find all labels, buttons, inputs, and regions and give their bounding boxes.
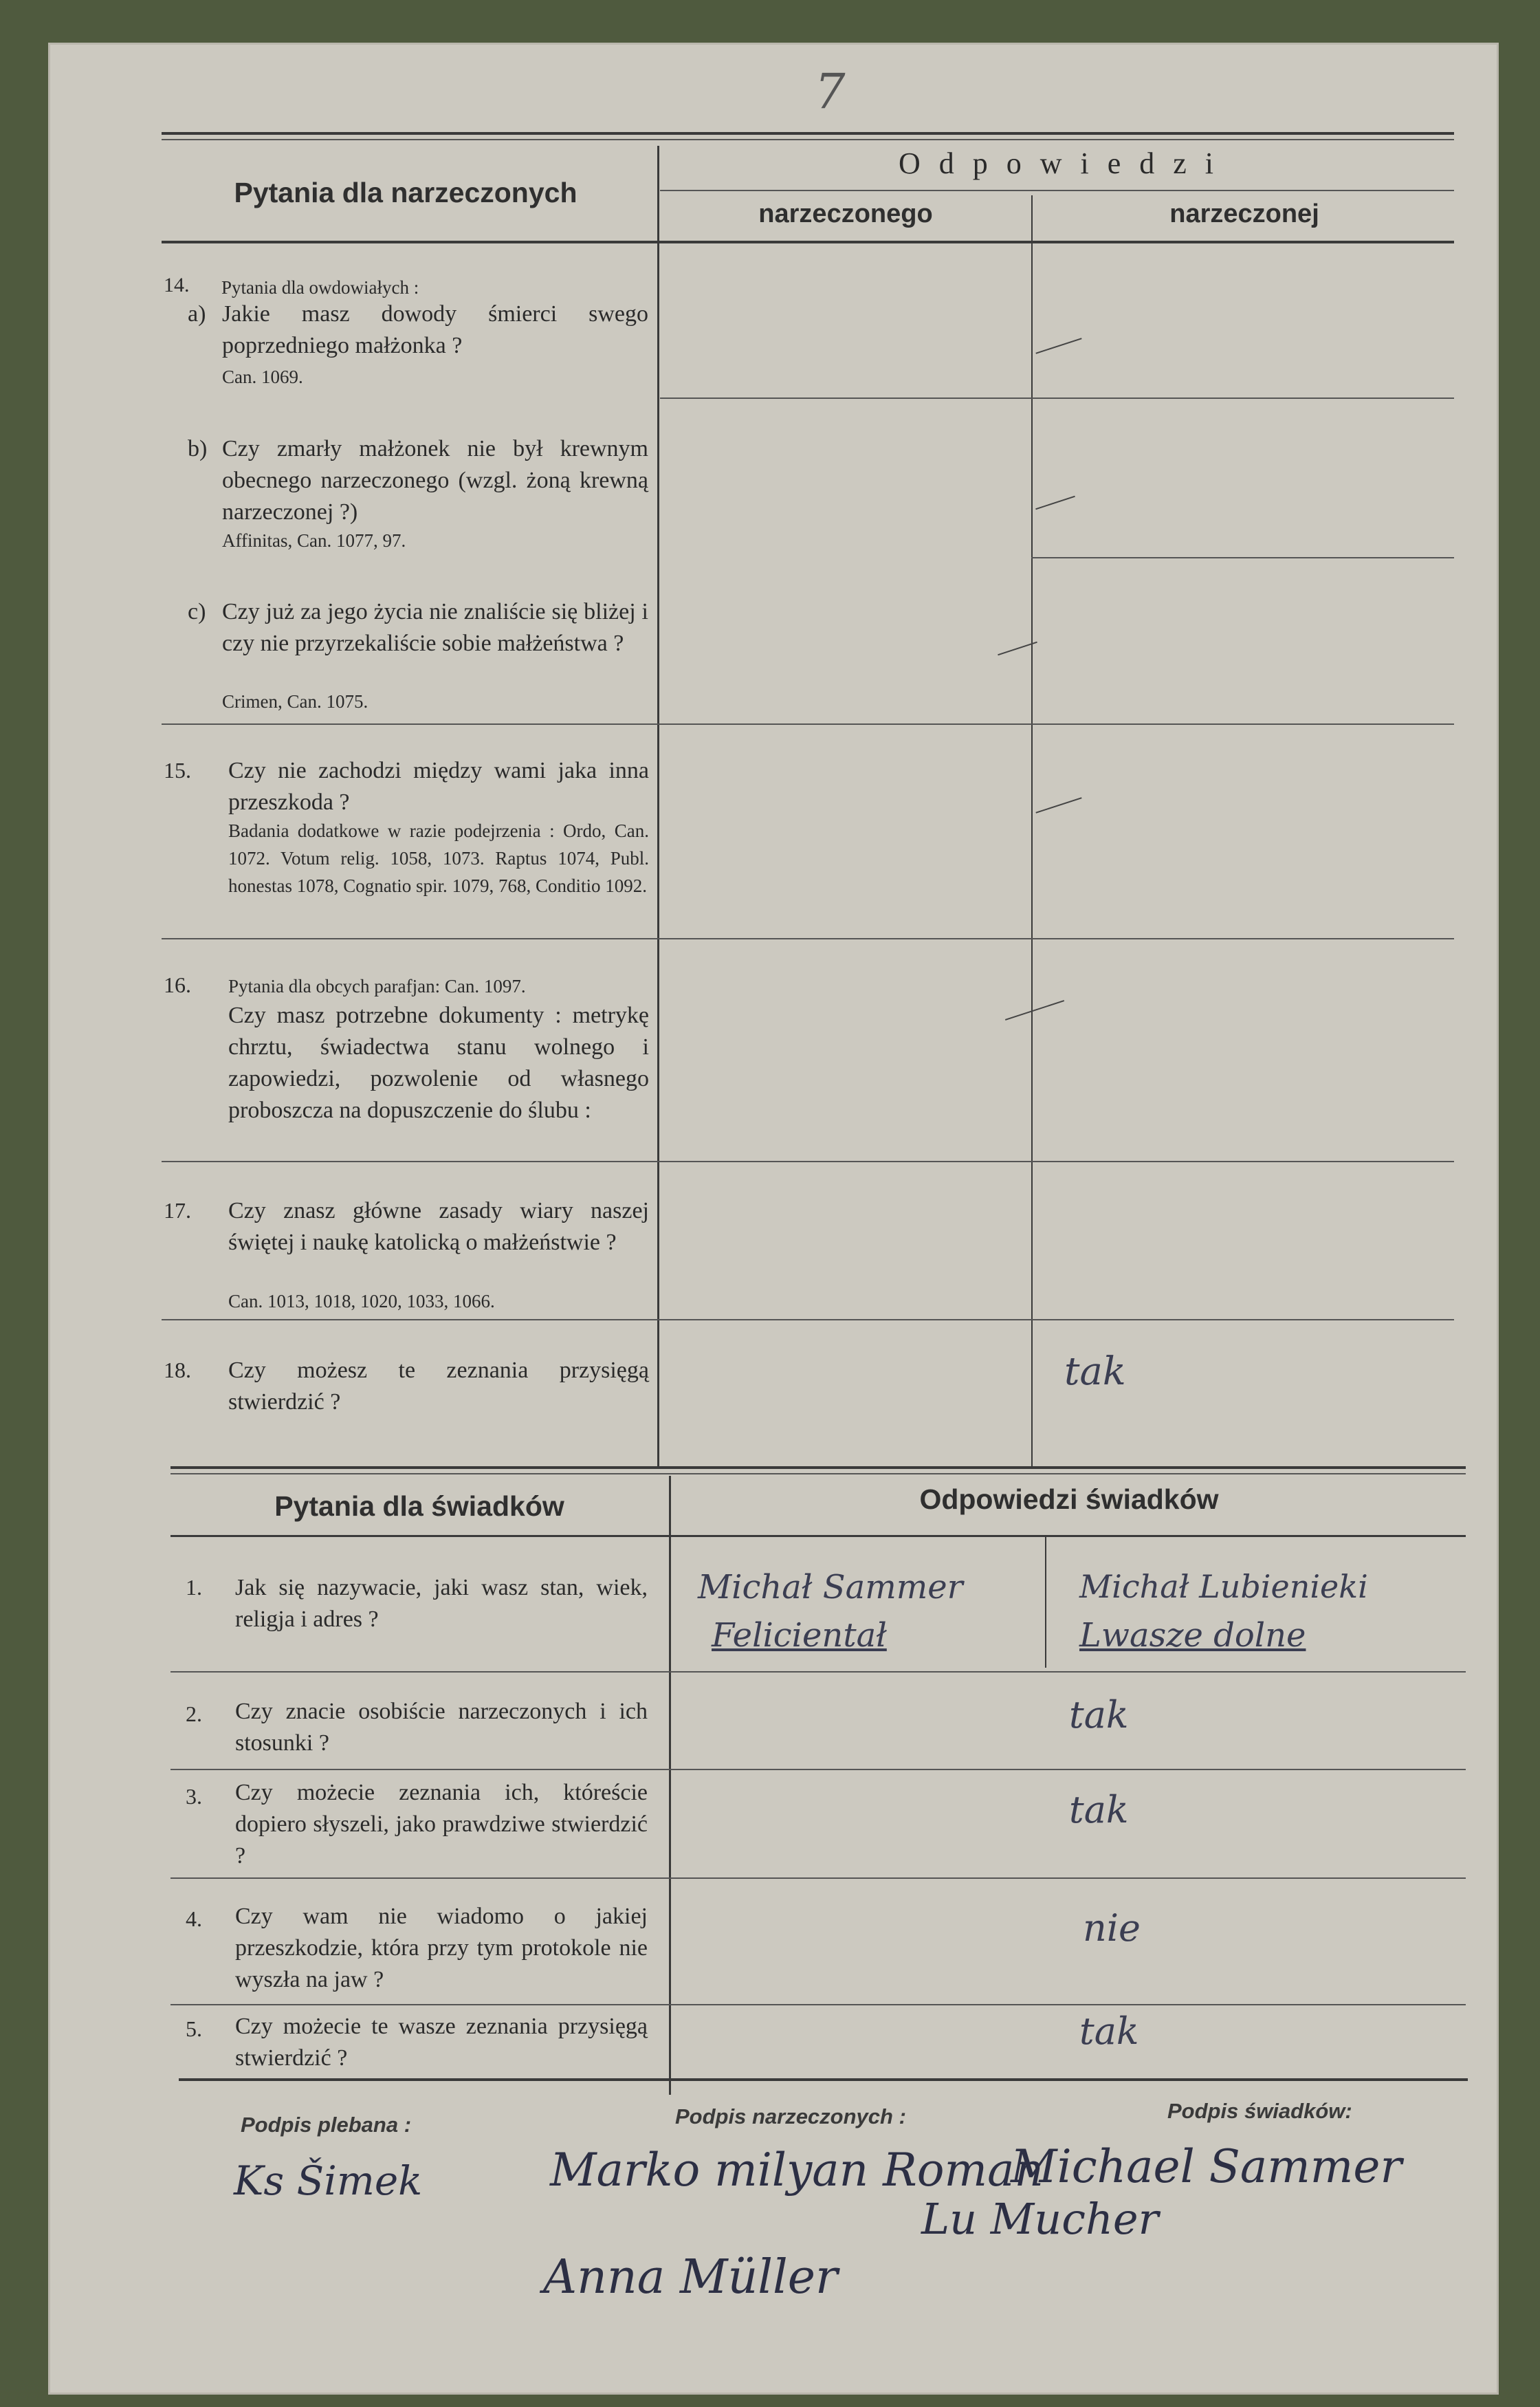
q17-text: Czy znasz główne zasady wiary naszej świętej i naukę katolicką o małżeństwie ? <box>228 1198 649 1255</box>
q14a-text: Jakie masz dowody śmierci swego poprzedniego małżonka ? <box>222 301 648 358</box>
q15-bottom-rule <box>162 938 1454 939</box>
q14c-label: c) <box>188 599 206 624</box>
q18-number: 18. <box>164 1358 191 1382</box>
w2-text: Czy znacie osobiście narzeczonych i ich stosunki ? <box>235 1699 648 1756</box>
q14a-row-rule <box>660 397 1454 399</box>
w4-bottom-rule <box>170 2004 1466 2005</box>
pastor-signature: Ks Šimek <box>234 2157 423 2204</box>
w2-bottom-rule <box>170 1769 1466 1770</box>
q14-number: 14. <box>164 274 190 296</box>
pastor-signature-label: Podpis plebana : <box>241 2113 412 2137</box>
q14b-text: Czy zmarły małżonek nie był krewnym obecnego narzeczonego (wzgl. żoną krewną narzeczonej ?) <box>222 436 648 525</box>
q17-number: 17. <box>164 1198 191 1223</box>
w4-answer: nie <box>1083 1906 1141 1950</box>
w1-bottom-rule <box>170 1671 1466 1673</box>
w5-answer: tak <box>1079 2010 1139 2053</box>
w1-answer-left-line1: Michał Sammer <box>698 1568 963 1607</box>
w3-number: 3. <box>186 1784 202 1809</box>
q16-intro: Pytania dla obcych parafjan: Can. 1097. <box>228 976 526 996</box>
q14-intro: Pytania dla owdowiałych : <box>221 277 419 298</box>
q14b-label: b) <box>188 436 208 461</box>
q14b-answer-dash <box>1035 496 1075 510</box>
w5-text: Czy możecie te wasze zeznania przysięgą stwierdzić ? <box>235 2014 648 2071</box>
q16-answer-dash <box>1005 1000 1064 1021</box>
w3-bottom-rule <box>170 1877 1466 1879</box>
q14-bottom-rule <box>162 723 1454 725</box>
w1-text: Jak się nazywacie, jaki wasz stan, wiek, religja i adres ? <box>235 1575 648 1632</box>
top-rule <box>162 132 1454 135</box>
q14c-text: Czy już za jego życia nie znaliście się bliżej i czy nie przyrzekaliście sobie małżeństwa ? <box>222 599 648 656</box>
witness-bottom-rule <box>179 2078 1468 2081</box>
w4-text: Czy wam nie wiadomo o jakiej przeszkodzie, która przy tym protokole nie wyszła na jaw ? <box>235 1904 648 1992</box>
answers-header-rule <box>660 190 1454 191</box>
witness-signature-1: Michael Sammer <box>1011 2140 1402 2193</box>
q15-ref: Badania dodatkowe w razie podejrzenia : Ordo, Can. 1072. Votum relig. 1058, 1073. Raptus 1074, Publ. honestas 1078, Cognatio spir. 1079, 768, Conditio 1092. <box>228 820 649 896</box>
w3-text: Czy możecie zeznania ich, któreście dopiero słyszeli, jako prawdziwe stwierdzić ? <box>235 1780 648 1869</box>
groom-column-header: narzeczonego <box>758 199 933 228</box>
q14a-label: a) <box>188 301 206 327</box>
q15-text: Czy nie zachodzi między wami jaka inna przeszkoda ? <box>228 758 649 815</box>
w1-answer-right-line1: Michał Lubienieki <box>1079 1568 1368 1605</box>
top-rule-thin <box>162 139 1454 140</box>
q17-ref: Can. 1013, 1018, 1020, 1033, 1066. <box>228 1291 495 1311</box>
q18-text: Czy możesz te zeznania przysięgą stwierdzić ? <box>228 1358 649 1415</box>
witness-questions-header: Pytania dla świadków <box>274 1490 564 1522</box>
witness-top-rule-thin <box>170 1473 1466 1474</box>
q18-answer: tak <box>1064 1349 1126 1394</box>
document-sheet <box>48 43 1499 2395</box>
column-divider-main <box>657 146 659 1466</box>
couple-signature-1: Marko milyan Roman <box>550 2144 1044 2197</box>
q17-bottom-rule <box>162 1319 1454 1320</box>
q14a-ref: Can. 1069. <box>222 367 303 387</box>
witness-signature-label: Podpis świadków: <box>1167 2099 1352 2123</box>
couple-signature-label: Podpis narzeczonych : <box>675 2104 906 2128</box>
q15-answer-dash <box>1035 797 1081 814</box>
w5-number: 5. <box>186 2016 202 2041</box>
witness-answer-split <box>1045 1537 1046 1668</box>
page-mark: 7 <box>815 63 846 120</box>
column-divider-bride <box>1031 195 1033 1466</box>
witness-column-divider <box>669 1476 671 2095</box>
q14b-ref: Affinitas, Can. 1077, 97. <box>222 530 406 551</box>
q16-text: Czy masz potrzebne dokumenty : metrykę chrztu, świadectwa stanu wolnego i zapowiedzi, pozwolenie od własnego proboszcza na dopuszczenie do ślubu : <box>228 1003 649 1123</box>
q14b-row-rule <box>1031 557 1454 558</box>
w2-number: 2. <box>186 1701 202 1726</box>
witness-top-rule <box>170 1466 1466 1469</box>
witness-answers-header: Odpowiedzi świadków <box>919 1483 1219 1515</box>
answers-header: O d p o w i e d z i <box>898 146 1220 180</box>
w4-number: 4. <box>186 1906 202 1931</box>
witness-header-rule <box>170 1535 1466 1537</box>
w1-answer-right-line2: Lwasze dolne <box>1079 1616 1306 1655</box>
couple-questions-header: Pytania dla narzeczonych <box>234 177 578 208</box>
couple-signature-2: Anna Müller <box>543 2250 838 2305</box>
couple-header-rule <box>162 241 1454 243</box>
w2-answer: tak <box>1069 1693 1129 1736</box>
q16-bottom-rule <box>162 1161 1454 1162</box>
q15-number: 15. <box>164 758 191 783</box>
w1-number: 1. <box>186 1575 202 1600</box>
bride-column-header: narzeczonej <box>1169 199 1319 228</box>
q14a-answer-dash <box>1035 338 1081 354</box>
q14c-ref: Crimen, Can. 1075. <box>222 691 368 712</box>
q16-number: 16. <box>164 972 191 997</box>
w1-answer-left-line2: Felicientał <box>712 1616 887 1655</box>
w3-answer: tak <box>1069 1788 1129 1831</box>
witness-signature-2: Lu Mucher <box>921 2194 1159 2244</box>
